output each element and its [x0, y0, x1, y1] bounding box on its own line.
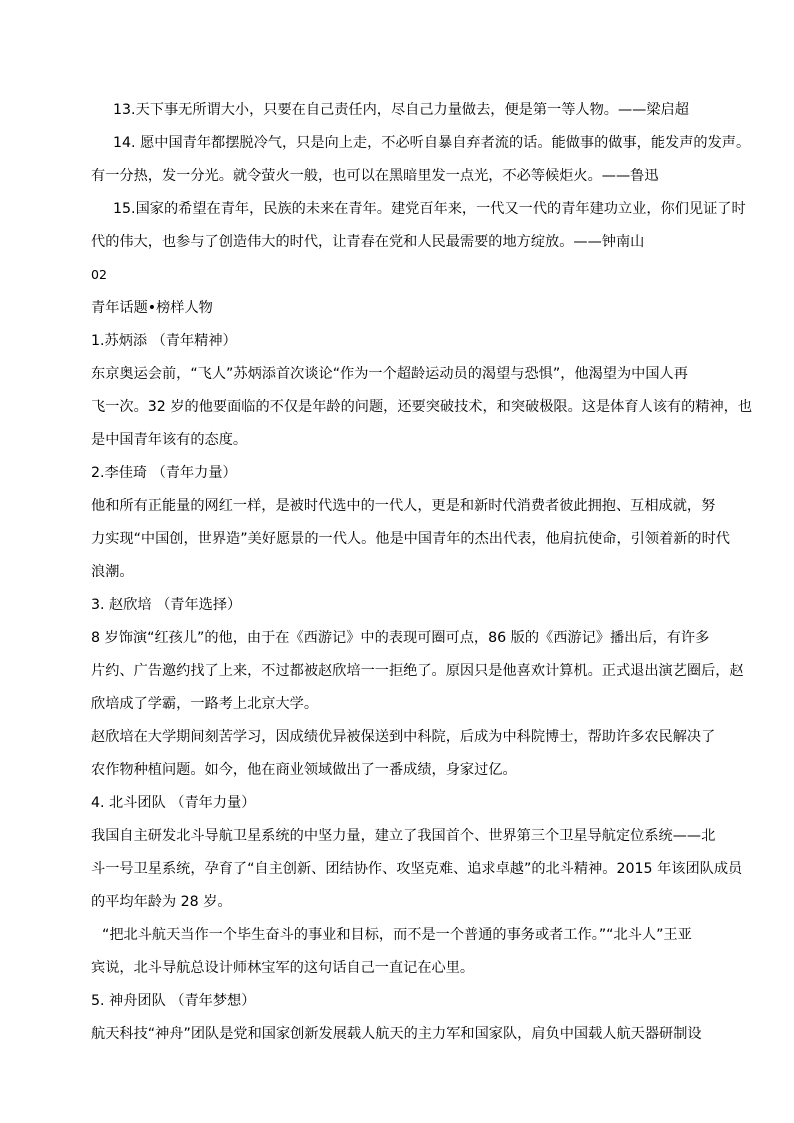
heading-zhao-xinpei: 3. 赵欣培 （青年选择） — [91, 597, 242, 613]
para-li-line-1: 他和所有正能量的网红一样，是被时代选中的一代人，更是和新时代消费者彼此拥抱、互相成就，努 — [91, 498, 716, 514]
section-title: 青年话题•榜样人物 — [91, 300, 213, 316]
para-beidou-line-3: 的平均年龄为 28 岁。 — [91, 894, 232, 910]
para-su-line-2: 飞一次。32 岁的他要面临的不仅是年龄的问题，还要突破技术，和突破极限。这是体育人该有的精神，也 — [91, 399, 753, 415]
para-beidou-line-1: 我国自主研发北斗导航卫星系统的中坚力量，建立了我国首个、世界第三个卫星导航定位系统——北 — [91, 828, 716, 844]
quote-14-line-1: 14. 愿中国青年都摆脱冷气，只是向上走，不必听自暴自弃者流的话。能做事的做事，能发声的发声。 — [113, 135, 751, 151]
quote-15-line-2: 代的伟大，也参与了创造伟大的时代，让青春在党和人民最需要的地方绽放。——钟南山 — [91, 234, 645, 250]
para-beidou2-line-1: “把北斗航天当作一个毕生奋斗的事业和目标，而不是一个普通的事务或者工作。”“北斗人”王亚 — [102, 927, 692, 943]
para-shenzhou-line-1: 航天科技“神舟”团队是党和国家创新发展载人航天的主力军和国家队，肩负中国载人航天器研制设 — [91, 1026, 702, 1042]
quote-14-line-2: 有一分热，发一分光。就令萤火一般，也可以在黑暗里发一点光，不必等候炬火。——鲁迅 — [91, 168, 659, 184]
para-su-line-3: 是中国青年该有的态度。 — [91, 432, 248, 448]
para-zhao2-line-1: 赵欣培在大学期间刻苦学习，因成绩优异被保送到中科院，后成为中科院博士，帮助许多农民解决了 — [91, 729, 716, 745]
para-beidou-line-2: 斗一号卫星系统，孕育了“自主创新、团结协作、攻坚克难、追求卓越”的北斗精神。2015 年该团队成员 — [91, 861, 743, 877]
para-zhao-line-2: 片约、广告邀约找了上来，不过都被赵欣培一一拒绝了。原因只是他喜欢计算机。正式退出演艺圈后，赵 — [91, 663, 744, 679]
section-number: 02 — [91, 267, 107, 282]
heading-su-bingtian: 1.苏炳添 （青年精神） — [91, 333, 237, 349]
heading-li-jiaqi: 2.李佳琦 （青年力量） — [91, 465, 237, 481]
heading-shenzhou-team: 5. 神舟团队 （青年梦想） — [91, 993, 256, 1009]
para-zhao-line-3: 欣培成了学霸，一路考上北京大学。 — [91, 696, 319, 712]
para-beidou2-line-2: 宾说，北斗导航总设计师林宝军的这句话自己一直记在心里。 — [91, 960, 475, 976]
quote-15-line-1: 15.国家的希望在青年，民族的未来在青年。建党百年来，一代又一代的青年建功立业，你们见证了时 — [113, 201, 746, 217]
para-li-line-3: 浪潮。 — [91, 564, 134, 580]
para-li-line-2: 力实现“中国创，世界造”美好愿景的一代人。他是中国青年的杰出代表，他肩抗使命，引领着新的时代 — [91, 531, 730, 547]
quote-13: 13.天下事无所谓大小，只要在自己责任内，尽自己力量做去，便是第一等人物。——梁启超 — [113, 102, 689, 118]
heading-beidou-team: 4. 北斗团队 （青年力量） — [91, 795, 256, 811]
para-zhao-line-1: 8 岁饰演“红孩儿”的他，由于在《西游记》中的表现可圈可点，86 版的《西游记》播出后，有许多 — [91, 630, 710, 646]
para-zhao2-line-2: 农作物种植问题。如今，他在商业领域做出了一番成绩，身家过亿。 — [91, 762, 517, 778]
para-su-line-1: 东京奥运会前，“飞人”苏炳添首次谈论“作为一个超龄运动员的渴望与恐惧”，他渴望为中国人再 — [91, 366, 688, 382]
